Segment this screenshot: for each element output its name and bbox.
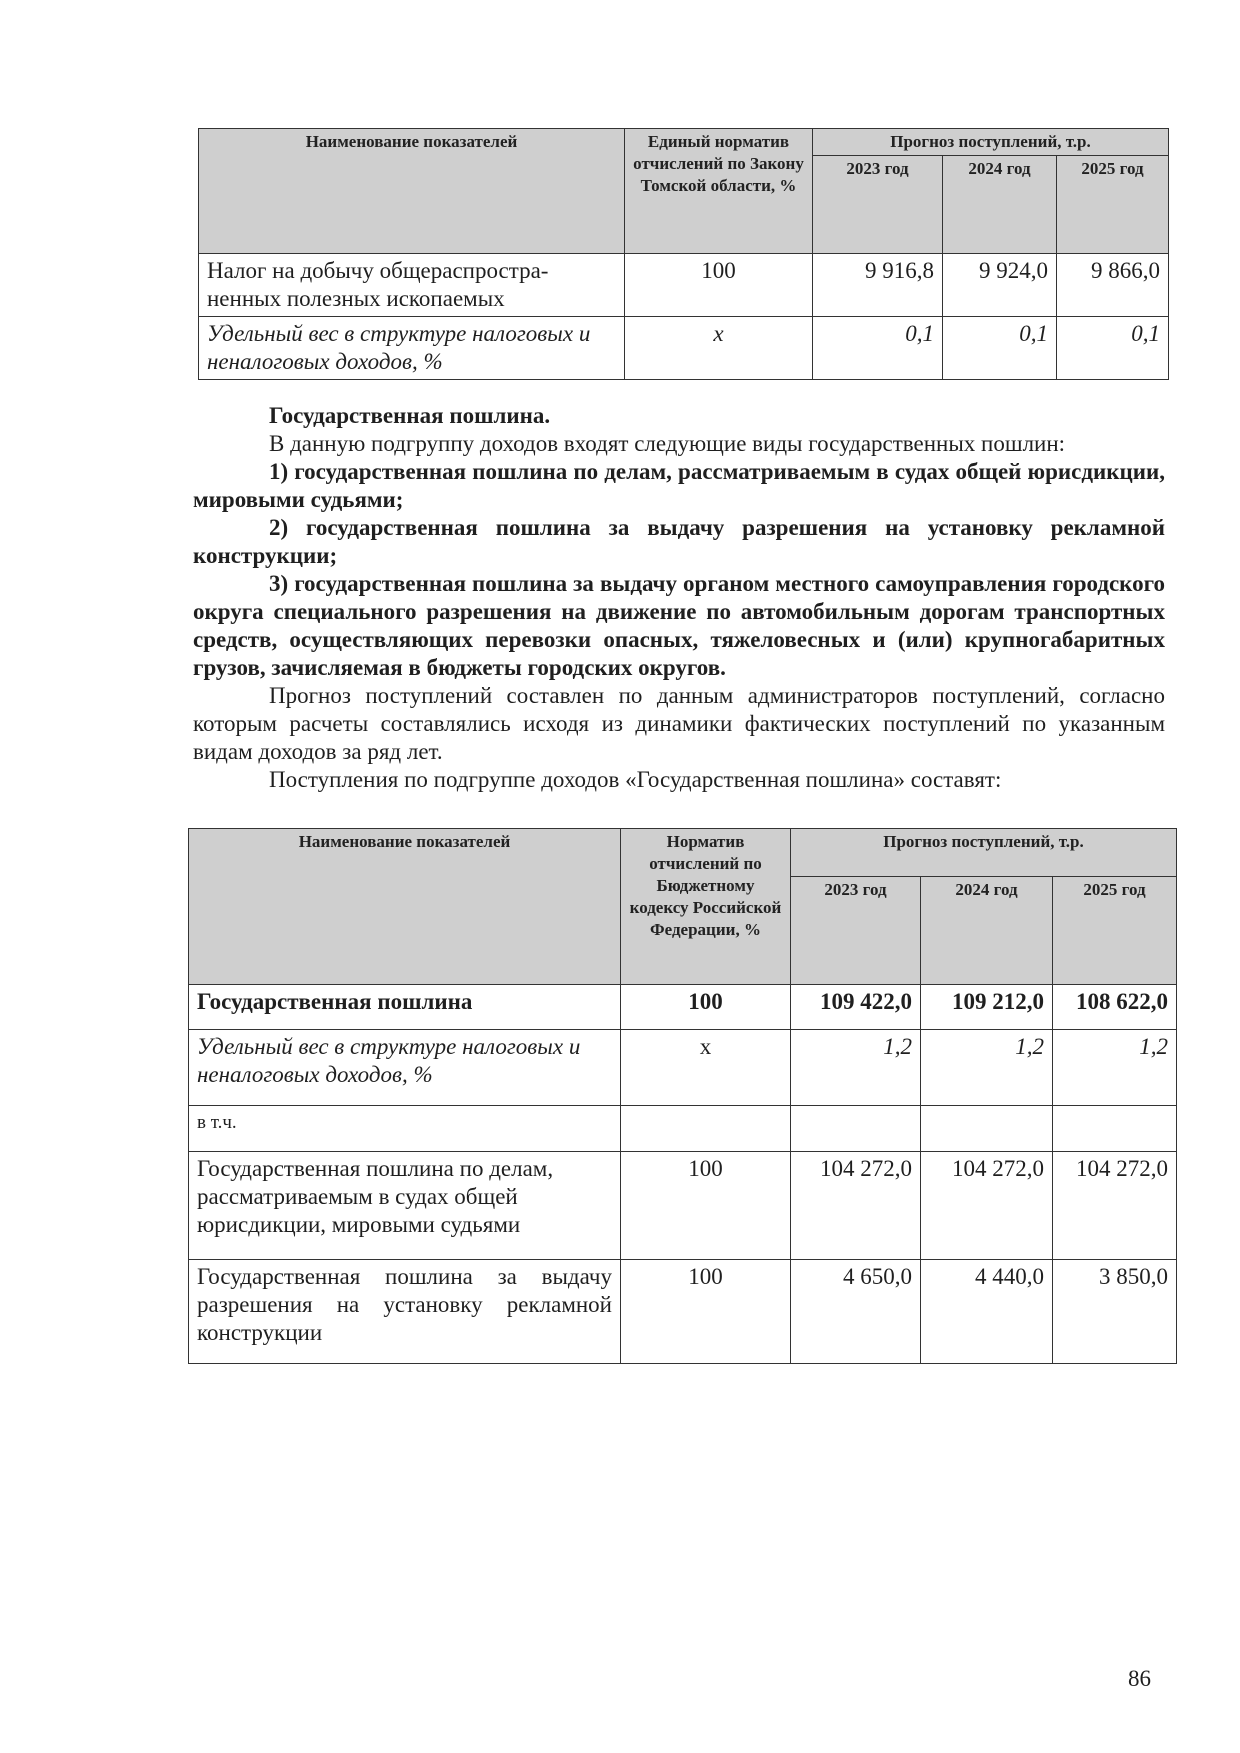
forecast-paragraph: Прогноз поступлений составлен по данным администраторов поступлений, согласно которым расчеты составлялись исходя из динамики фактических поступлений по указанным видам доходов за ряд лет. xyxy=(193,683,1165,764)
table-row xyxy=(199,317,1169,380)
value-2025 xyxy=(1053,1106,1177,1152)
table-row xyxy=(189,1260,1177,1364)
page-number: 86 xyxy=(1128,1666,1151,1691)
row-name: Государственная пошлина за выдачу разрешения на установку рекламной конструкции xyxy=(189,1260,621,1364)
header-2023: 2023 год xyxy=(813,156,943,254)
value-2024: 0,1 xyxy=(943,317,1057,380)
row-norm: х xyxy=(625,317,813,380)
list-item: 1) государственная пошлина по делам, рассматриваемым в судах общей юрисдикции, мировыми судьями; xyxy=(193,459,1165,512)
value-2023: 104 272,0 xyxy=(791,1152,921,1260)
value-2024: 9 924,0 xyxy=(943,254,1057,317)
row-name: Государственная пошлина xyxy=(189,985,621,1030)
value-2025: 0,1 xyxy=(1057,317,1169,380)
header-2024: 2024 год xyxy=(943,156,1057,254)
row-name: в т.ч. xyxy=(189,1106,621,1152)
table-row xyxy=(189,985,1177,1030)
table-row xyxy=(189,1152,1177,1260)
header-norm: Норматив отчислений по Бюджетному кодексу Российской Федерации, % xyxy=(621,829,791,985)
state-duty-table xyxy=(188,828,1177,1364)
row-norm: 100 xyxy=(621,1152,791,1260)
header-norm: Единый норматив отчислений по Закону Томской области, % xyxy=(625,129,813,254)
row-norm: 100 xyxy=(621,1260,791,1364)
value-2023: 1,2 xyxy=(791,1030,921,1106)
value-2025: 104 272,0 xyxy=(1053,1152,1177,1260)
row-name: Удельный вес в структуре налоговых и неналоговых доходов, % xyxy=(189,1030,621,1106)
header-2025: 2025 год xyxy=(1057,156,1169,254)
row-name: Удельный вес в структуре налоговых и неналоговых доходов, % xyxy=(199,317,625,380)
header-name: Наименование показателей xyxy=(199,129,625,254)
header-2024: 2024 год xyxy=(921,877,1053,985)
value-2025: 1,2 xyxy=(1053,1030,1177,1106)
value-2024: 1,2 xyxy=(921,1030,1053,1106)
value-2023: 109 422,0 xyxy=(791,985,921,1030)
value-2024 xyxy=(921,1106,1053,1152)
row-norm: 100 xyxy=(621,985,791,1030)
header-forecast: Прогноз поступлений, т.р. xyxy=(813,129,1169,156)
list-item: 3) государственная пошлина за выдачу органом местного самоуправления городского округа специального разрешения на движение по автомобильным дорогам транспортных средств, осуществляющих перевозки опасных, тяжеловесных и (или) крупногабаритных грузов, зачисляемая в бюджеты городских округов. xyxy=(193,571,1165,680)
table-row xyxy=(199,254,1169,317)
value-2025: 108 622,0 xyxy=(1053,985,1177,1030)
row-norm: х xyxy=(621,1030,791,1106)
row-name: Налог на добычу общераспростра-ненных полезных ископаемых xyxy=(199,254,625,317)
header-forecast: Прогноз поступлений, т.р. xyxy=(791,829,1177,877)
tax-forecast-table xyxy=(198,128,1169,380)
section-title: Государственная пошлина. xyxy=(269,403,551,428)
header-2023: 2023 год xyxy=(791,877,921,985)
value-2024: 4 440,0 xyxy=(921,1260,1053,1364)
list-item: 2) государственная пошлина за выдачу разрешения на установку рекламной конструкции; xyxy=(193,515,1165,568)
value-2024: 104 272,0 xyxy=(921,1152,1053,1260)
table-row xyxy=(189,1030,1177,1106)
header-name: Наименование показателей xyxy=(189,829,621,985)
value-2023 xyxy=(791,1106,921,1152)
row-name: Государственная пошлина по делам, рассматриваемым в судах общей юрисдикции, мировыми судьями xyxy=(189,1152,621,1260)
section-intro: В данную подгруппу доходов входят следующие виды государственных пошлин: xyxy=(269,431,1066,456)
table-lead-text: Поступления по подгруппе доходов «Государственная пошлина» составят: xyxy=(269,767,1002,792)
value-2025: 3 850,0 xyxy=(1053,1260,1177,1364)
header-2025: 2025 год xyxy=(1053,877,1177,985)
table-row xyxy=(189,1106,1177,1152)
value-2023: 9 916,8 xyxy=(813,254,943,317)
value-2023: 0,1 xyxy=(813,317,943,380)
value-2025: 9 866,0 xyxy=(1057,254,1169,317)
value-2023: 4 650,0 xyxy=(791,1260,921,1364)
row-norm xyxy=(621,1106,791,1152)
row-norm: 100 xyxy=(625,254,813,317)
value-2024: 109 212,0 xyxy=(921,985,1053,1030)
